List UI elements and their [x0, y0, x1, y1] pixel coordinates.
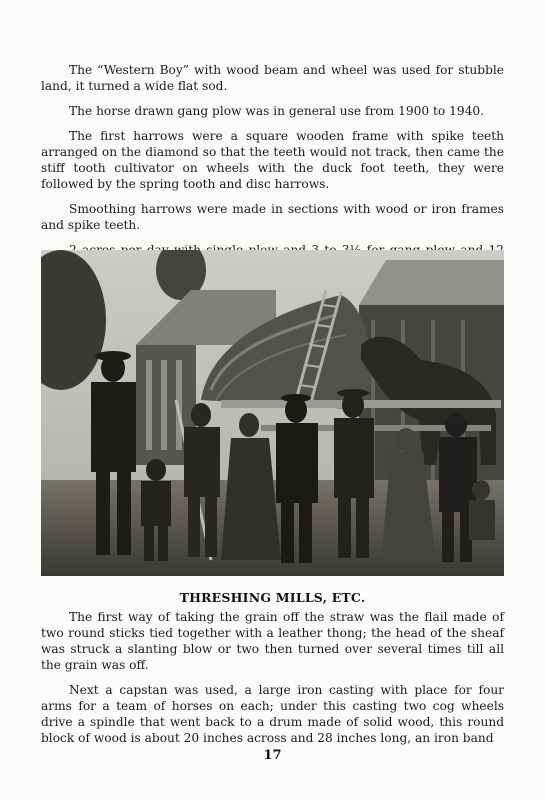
photo-illustration — [41, 250, 504, 576]
page-number: 17 — [263, 748, 282, 763]
paragraph: Next a capstan was used, a large iron casting with place for four arms for a team of horses on each; under this casting two cog wheels drive a spindle that went back to a drum made of solid wood, this round block of wood is about 20 inches across and 28 inches long, an iron band — [41, 683, 504, 745]
paragraph: The horse drawn gang plow was in general use from 1900 to 1940. — [69, 104, 484, 118]
section-heading: THRESHING MILLS, ETC. — [179, 590, 366, 605]
bottom-text-block — [41, 609, 504, 755]
paragraph: The “Western Boy” with wood beam and wheel was used for stubble land, it turned a wide flat sod. — [41, 63, 504, 93]
paragraph: Smoothing harrows were made in sections with wood or iron frames and spike teeth. — [41, 202, 504, 232]
paragraph: The first way of taking the grain off the straw was the flail made of two round sticks tied together with a leather thong; the head of the sheaf was struck a slanting blow or two then turned over several times till all the grain was off. — [41, 610, 504, 672]
paragraph: The first harrows were a square wooden frame with spike teeth arranged on the diamond so that the teeth would not track, then came the stiff tooth cultivator on wheels with the duck foot teeth, they were followed by the spring tooth and disc harrows. — [41, 129, 504, 191]
historical-photograph — [41, 250, 504, 576]
